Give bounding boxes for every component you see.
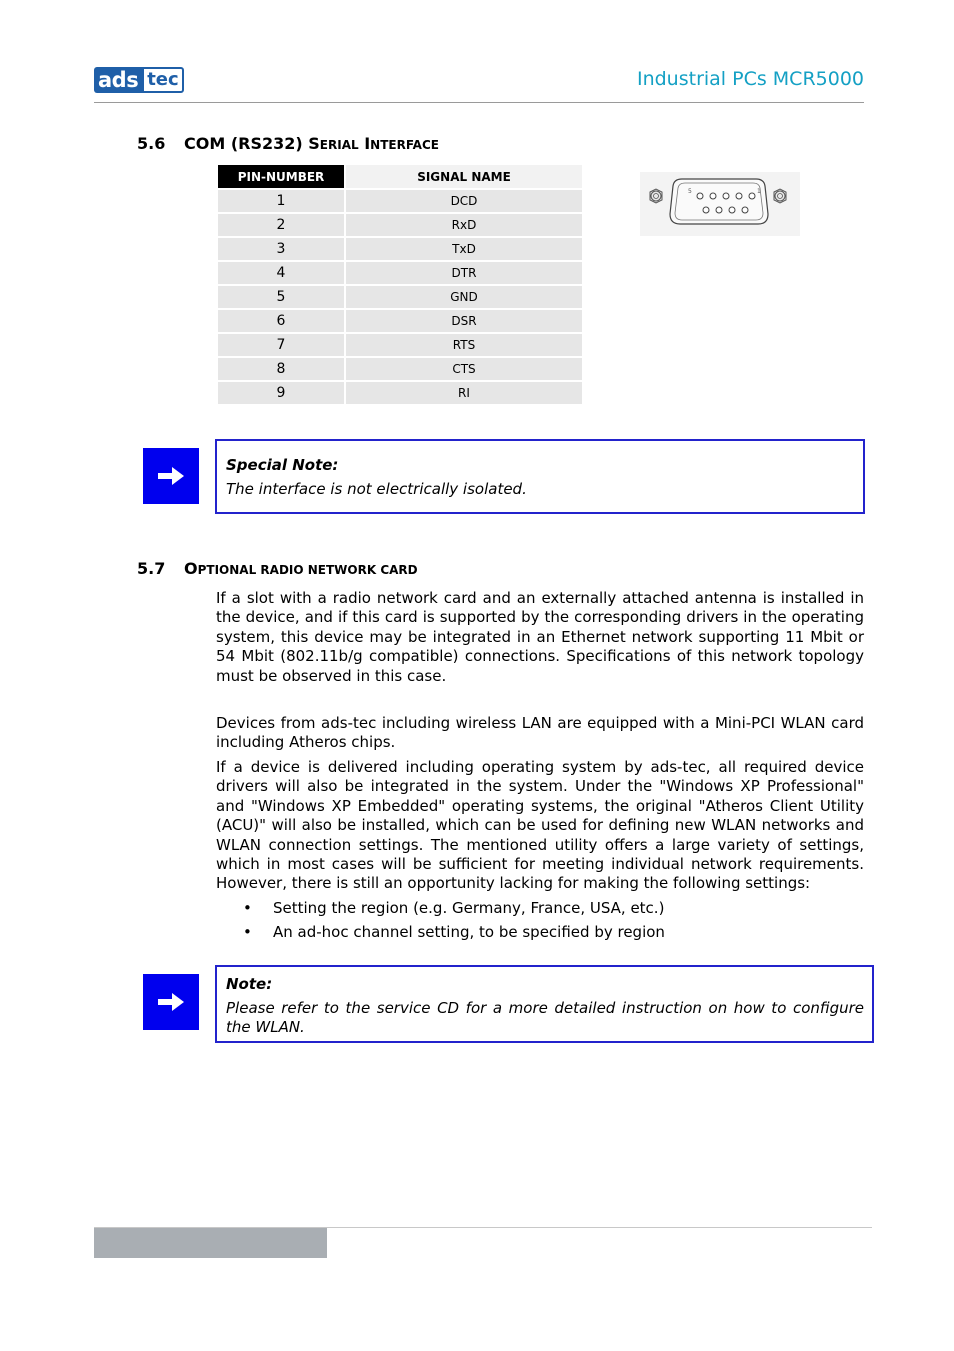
table-row [217, 189, 583, 213]
note-text: Please refer to the service CD for a more detailed instruction on how to configure the WLAN. [226, 999, 864, 1036]
pin-cell: 8 [217, 357, 345, 381]
signal-cell: GND [345, 285, 583, 309]
pin-cell: 5 [217, 285, 345, 309]
company-logo [94, 67, 184, 93]
pin-cell: 1 [217, 189, 345, 213]
pin-cell: 2 [217, 213, 345, 237]
table-row [217, 333, 583, 357]
signal-cell: CTS [345, 357, 583, 381]
note-title: Special Note: [226, 456, 339, 474]
pin-cell: 7 [217, 333, 345, 357]
bullet-text: An ad-hoc channel setting, to be specified by region [273, 923, 665, 941]
pin-assignment-table [216, 163, 584, 406]
footer-bar [94, 1228, 327, 1258]
pin-cell: 9 [217, 381, 345, 405]
db9-connector-icon [640, 172, 800, 236]
pin-cell: 6 [217, 309, 345, 333]
section-title: OPTIONAL RADIO NETWORK CARD [184, 559, 418, 578]
signal-cell: RI [345, 381, 583, 405]
arrow-right-icon [143, 448, 199, 504]
table-row [217, 213, 583, 237]
bullet-text: Setting the region (e.g. Germany, France, USA, etc.) [273, 899, 665, 917]
note-box [215, 965, 874, 1043]
section-title: COM (RS232) SERIAL INTERFACE [184, 134, 439, 153]
signal-cell: RxD [345, 213, 583, 237]
note-title: Note: [226, 975, 273, 993]
header-divider [94, 102, 864, 103]
connector-pin-label: 5 [688, 188, 692, 195]
table-row [217, 381, 583, 405]
connector-pin-label: 1 [757, 188, 761, 195]
pin-cell: 4 [217, 261, 345, 285]
list-item [243, 898, 863, 922]
signal-cell: DTR [345, 261, 583, 285]
signal-cell: DCD [345, 189, 583, 213]
bullet-list [243, 898, 863, 946]
table-row [217, 261, 583, 285]
signal-cell: DSR [345, 309, 583, 333]
logo-ads: ads [94, 67, 142, 93]
paragraph: If a slot with a radio network card and an externally attached antenna is installed in the device, and if this card is supported by the corresponding drivers in the operating system, this device may be integrated in an Ethernet network supporting 11 Mbit or 54 Mbit (802.11b/g compatible) connections. Specifications of this network topology must be observed in this case. [216, 589, 864, 685]
table-row [217, 309, 583, 333]
signal-name-header: SIGNAL NAME [345, 164, 583, 189]
table-row [217, 237, 583, 261]
document-title: Industrial PCs MCR5000 [636, 68, 864, 90]
note-text: The interface is not electrically isolated. [226, 480, 527, 498]
signal-cell: TxD [345, 237, 583, 261]
pin-number-header: PIN-NUMBER [217, 164, 345, 189]
pin-cell: 3 [217, 237, 345, 261]
list-item [243, 922, 863, 946]
table-row [217, 357, 583, 381]
arrow-right-icon [143, 974, 199, 1030]
signal-cell: RTS [345, 333, 583, 357]
logo-tec: tec [142, 67, 183, 93]
bullet-icon: • [243, 899, 252, 917]
table-row [217, 285, 583, 309]
section-number: 5.6 [137, 134, 166, 153]
special-note-box [215, 439, 865, 514]
bullet-icon: • [243, 923, 252, 941]
paragraph: If a device is delivered including operating system by ads-tec, all required device drivers will also be integrated in the system. Under the "Windows XP Professional" and "Windows XP Embedded" operating systems, the original "Atheros Client Utility (ACU)" will also be installed, which can be used for defining new WLAN networks and WLAN connection settings. The mentioned utility offers a large variety of settings, which in most cases will be sufficient for meeting individual network requirements. However, there is still an opportunity lacking for making the following settings: [216, 758, 864, 893]
section-number: 5.7 [137, 559, 166, 578]
paragraph: Devices from ads-tec including wireless LAN are equipped with a Mini-PCI WLAN card including Atheros chips. [216, 714, 864, 752]
